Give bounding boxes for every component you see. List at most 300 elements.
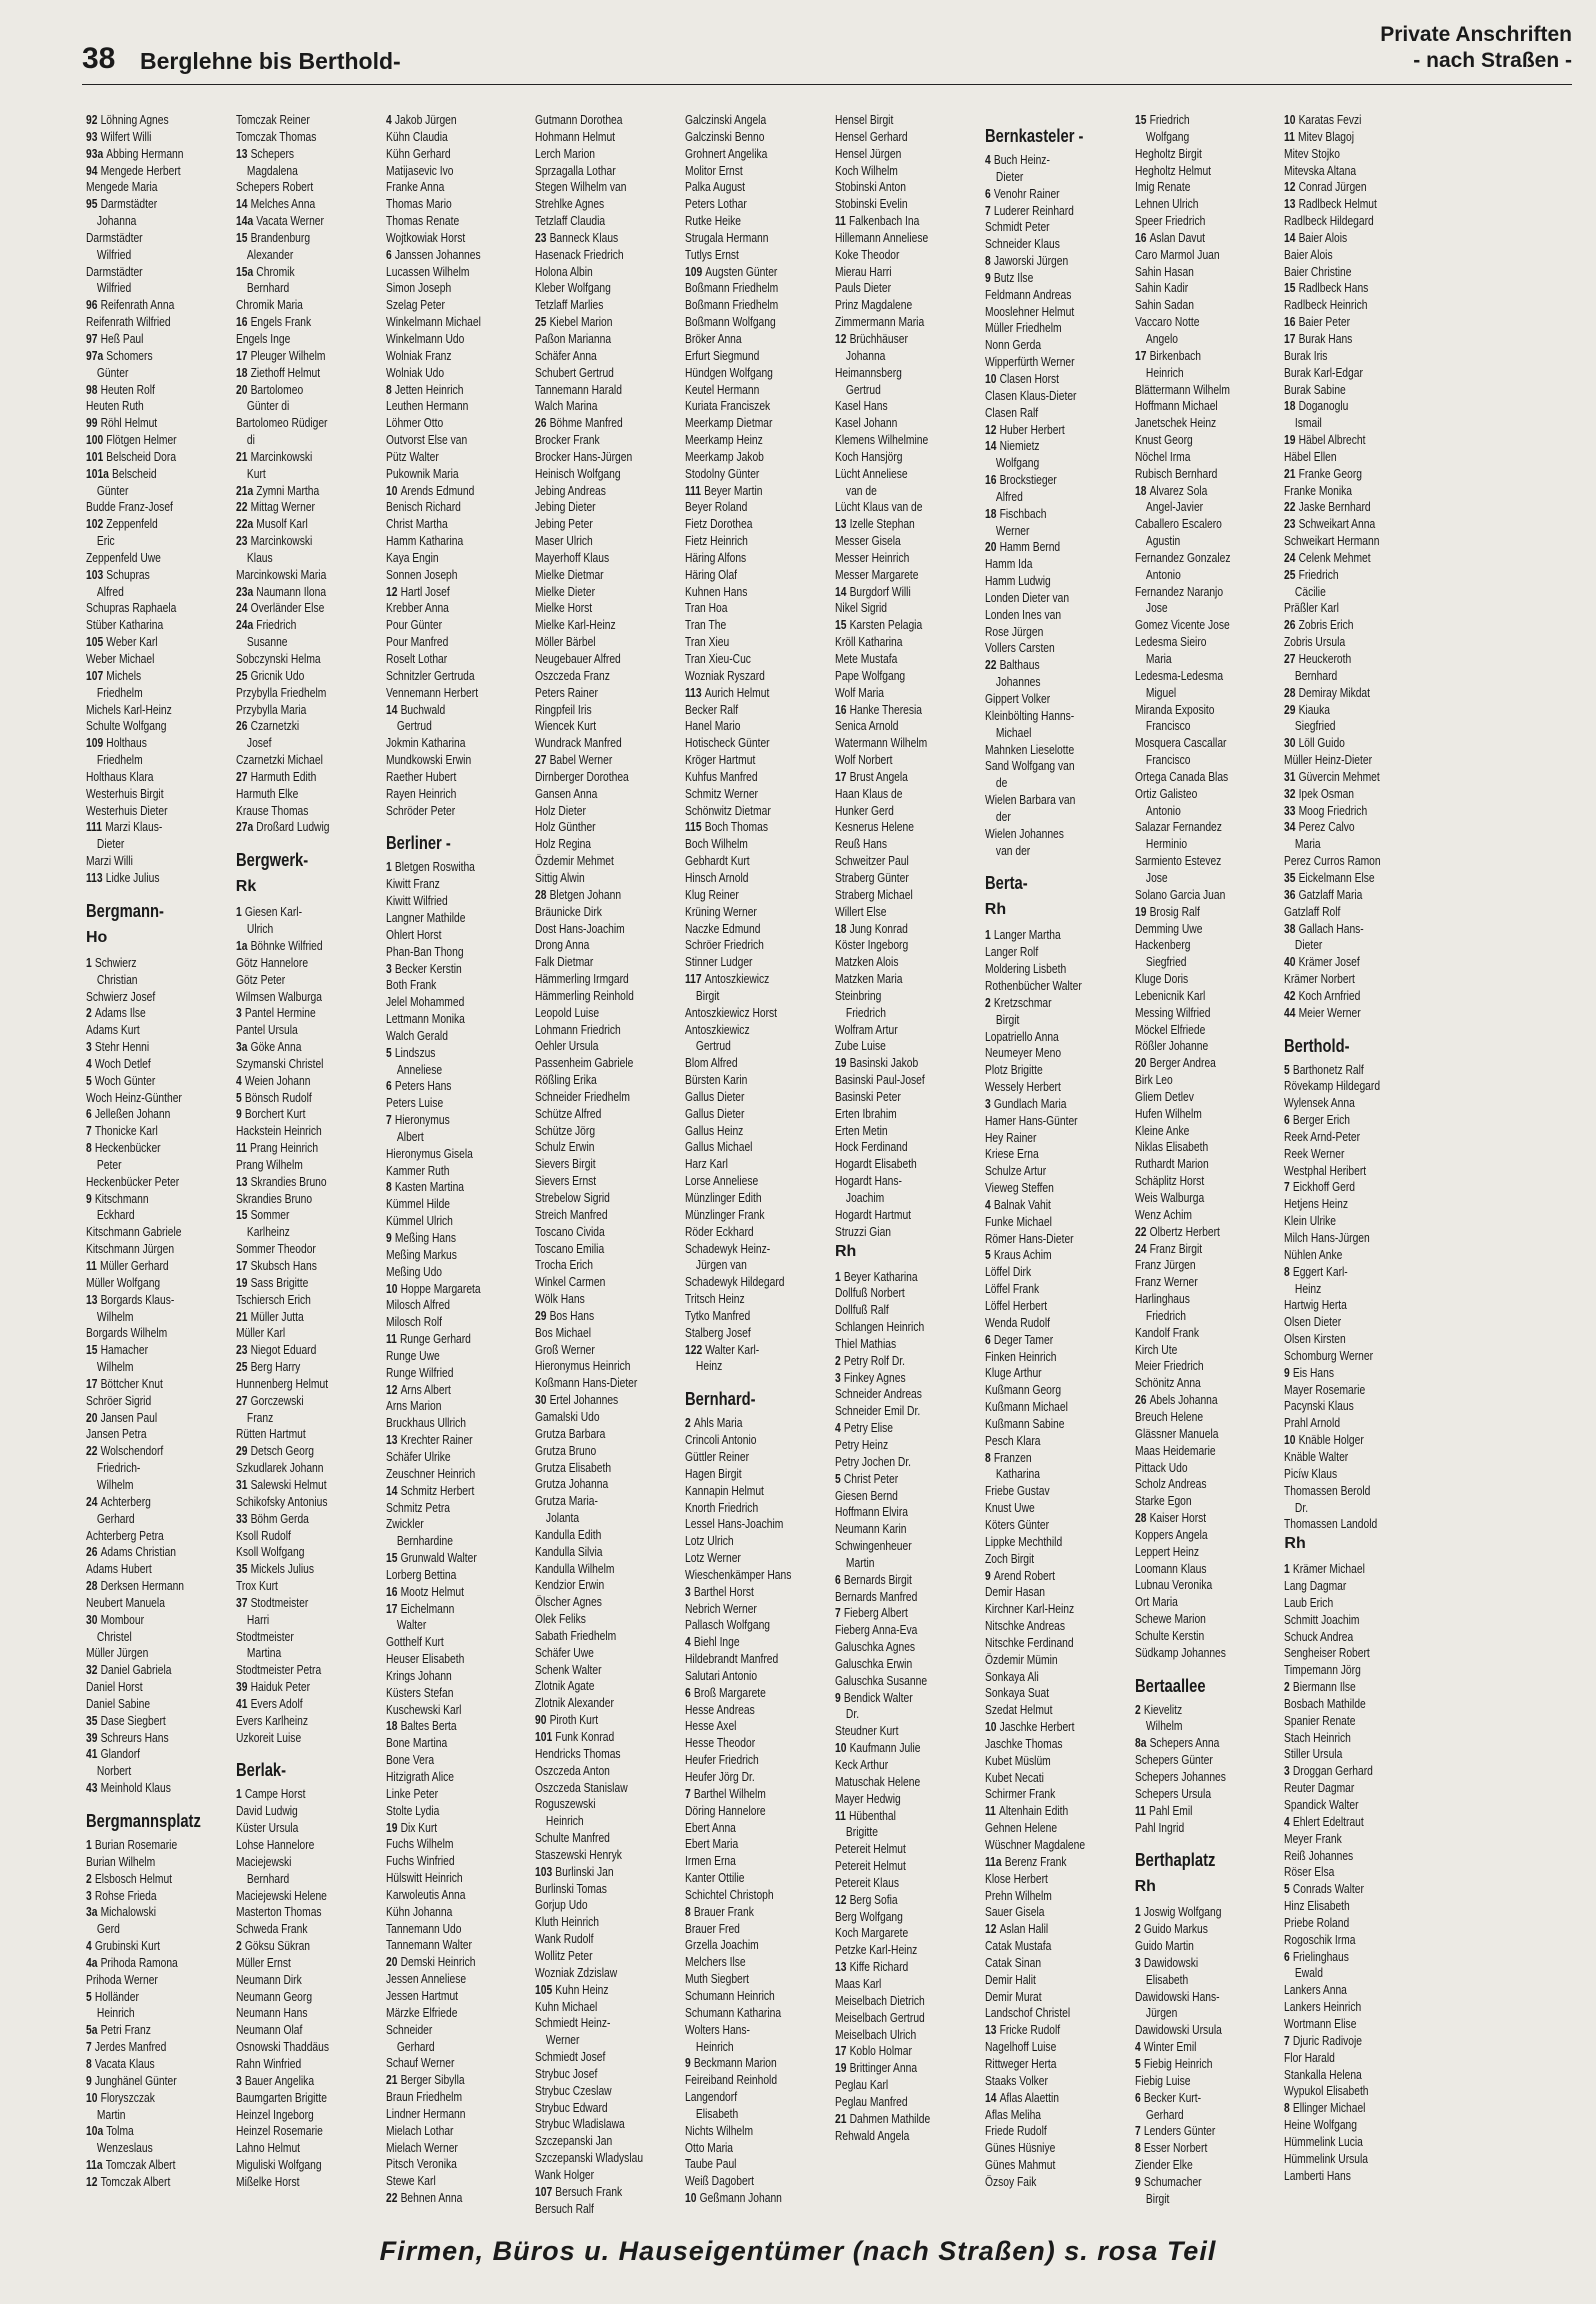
directory-entry bbox=[685, 634, 827, 651]
resident-name: Peters Rainer bbox=[535, 684, 599, 700]
directory-entry bbox=[1284, 1247, 1426, 1264]
directory-entry bbox=[685, 213, 827, 230]
directory-entry bbox=[1284, 988, 1426, 1005]
directory-entry bbox=[86, 499, 228, 516]
resident-name: Franz Birgit bbox=[1149, 1240, 1202, 1256]
resident-name: Kirch Ute bbox=[1134, 1341, 1177, 1357]
resident-name: Kuhnen Hans bbox=[685, 583, 748, 599]
resident-name: Schumann Katharina bbox=[685, 2004, 782, 2020]
house-number: 5 bbox=[1284, 1881, 1291, 1897]
resident-name: Hackstein Heinrich bbox=[235, 1123, 322, 1139]
house-number: 22 bbox=[1284, 499, 1296, 515]
house-number: 35 bbox=[86, 1712, 98, 1728]
directory-entry bbox=[685, 483, 827, 500]
directory-entry bbox=[835, 1072, 977, 1089]
resident-name: Laub Erich bbox=[1284, 1594, 1334, 1610]
resident-name: Antonio bbox=[1145, 802, 1181, 818]
directory-entry bbox=[86, 1258, 228, 1275]
entry-continuation bbox=[1135, 803, 1277, 820]
directory-entry bbox=[685, 499, 827, 516]
directory-entry bbox=[535, 213, 677, 230]
house-number: 105 bbox=[86, 634, 104, 650]
house-number: 10 bbox=[86, 2089, 98, 2105]
entry-continuation bbox=[835, 1190, 977, 1207]
directory-entry bbox=[535, 1005, 677, 1022]
directory-entry bbox=[386, 1668, 528, 1685]
resident-name: Franzen bbox=[993, 1449, 1032, 1465]
resident-name: Biermann Ilse bbox=[1293, 1679, 1357, 1695]
house-number: 10 bbox=[984, 1719, 997, 1735]
house-number: 10 bbox=[385, 482, 398, 498]
street-heading: Berliner - bbox=[385, 833, 451, 854]
resident-name: Hanke Theresia bbox=[849, 701, 922, 717]
resident-name: Galczinski Angela bbox=[685, 112, 767, 127]
directory-entry bbox=[236, 1938, 378, 1955]
house-number: 9 bbox=[1284, 1364, 1291, 1380]
street-heading: Berthold- bbox=[1284, 1035, 1350, 1056]
resident-name: Ortega Canada Blas bbox=[1134, 768, 1228, 784]
entry-continuation bbox=[835, 382, 977, 399]
resident-name: Deger Tamer bbox=[993, 1331, 1053, 1347]
directory-entry bbox=[236, 1022, 378, 1039]
directory-entry bbox=[386, 1836, 528, 1853]
resident-name: Knorth Friedrich bbox=[685, 1499, 759, 1515]
resident-name: Skrandies Bruno bbox=[250, 1173, 327, 1189]
directory-entry bbox=[1135, 769, 1277, 786]
resident-name: Fuchs Wilhelm bbox=[385, 1836, 454, 1852]
directory-entry bbox=[685, 550, 827, 567]
resident-name: Tutlys Ernst bbox=[685, 246, 740, 262]
resident-name: Schuck Andrea bbox=[1284, 1628, 1354, 1644]
entry-continuation bbox=[685, 988, 827, 1005]
resident-name: Marzi Klaus- bbox=[105, 819, 163, 835]
resident-name: Strybuc Josef bbox=[535, 2065, 598, 2081]
resident-name: Neumann Olaf bbox=[235, 2022, 303, 2038]
directory-entry bbox=[835, 2128, 977, 2145]
resident-name: Trocha Erich bbox=[535, 1257, 594, 1273]
directory-entry bbox=[386, 668, 528, 685]
directory-entry bbox=[535, 432, 677, 449]
resident-name: Kuhn Heinz bbox=[555, 1981, 609, 1997]
resident-name: Schulz Erwin bbox=[535, 1139, 595, 1155]
resident-name: Koßmann Hans-Dieter bbox=[535, 1375, 638, 1391]
directory-entry bbox=[535, 1594, 677, 1611]
directory-entry bbox=[535, 836, 677, 853]
resident-name: Kandulla Silvia bbox=[535, 1543, 603, 1559]
directory-entry bbox=[236, 1426, 378, 1443]
resident-name: Harz Karl bbox=[685, 1156, 729, 1172]
directory-entry bbox=[535, 297, 677, 314]
resident-name: Hasenack Friedrich bbox=[535, 246, 625, 262]
directory-entry bbox=[1284, 1112, 1426, 1129]
resident-name: Gallus Dieter bbox=[685, 1088, 745, 1104]
house-number: 4 bbox=[385, 112, 392, 127]
resident-name: Sauer Gisela bbox=[984, 1904, 1045, 1920]
directory-entry bbox=[1135, 1938, 1277, 1955]
resident-name: Rothenbücher Walter bbox=[984, 977, 1082, 993]
resident-name: Molitor Ernst bbox=[685, 162, 743, 178]
directory-entry bbox=[985, 657, 1127, 674]
resident-name: Rittweger Herta bbox=[984, 2055, 1057, 2071]
resident-name: Arends Edmund bbox=[400, 482, 474, 498]
directory-entry bbox=[1284, 516, 1426, 533]
resident-name: Tran Xieu-Cuc bbox=[685, 651, 752, 666]
entry-continuation bbox=[86, 280, 228, 297]
directory-entry bbox=[386, 1011, 528, 1028]
entry-continuation bbox=[86, 1629, 228, 1646]
resident-name: Müller Wolfgang bbox=[86, 1274, 161, 1290]
directory-entry bbox=[1284, 1898, 1426, 1915]
resident-name: Szkudlarek Johann bbox=[235, 1460, 324, 1476]
resident-name: Heine Wolfgang bbox=[1284, 2117, 1358, 2133]
resident-name: Jaschke Thomas bbox=[984, 1735, 1063, 1751]
directory-entry bbox=[1284, 1213, 1426, 1230]
resident-name: Lotz Ulrich bbox=[685, 1533, 734, 1549]
directory-entry bbox=[985, 1163, 1127, 1180]
directory-entry bbox=[535, 1207, 677, 1224]
resident-name: Petry Heinz bbox=[835, 1436, 889, 1452]
directory-entry bbox=[685, 280, 827, 297]
directory-entry bbox=[535, 1308, 677, 1325]
resident-name: Straberg Günter bbox=[835, 869, 909, 885]
resident-name: Karsten Pelagia bbox=[849, 617, 923, 633]
resident-name: Werner bbox=[995, 522, 1030, 538]
directory-entry bbox=[985, 978, 1127, 995]
entry-continuation bbox=[236, 432, 378, 449]
resident-name: Lankers Heinrich bbox=[1284, 1999, 1362, 2015]
entry-continuation bbox=[236, 280, 378, 297]
directory-entry bbox=[985, 2123, 1127, 2140]
resident-name: Winkelmann Udo bbox=[385, 330, 464, 346]
resident-name: Schweikart Hermann bbox=[1284, 533, 1380, 549]
directory-entry bbox=[1135, 2090, 1277, 2107]
directory-entry bbox=[86, 1561, 228, 1578]
resident-name: Pantel Ursula bbox=[235, 1022, 298, 1038]
entry-continuation bbox=[1284, 718, 1426, 735]
directory-entry bbox=[835, 1622, 977, 1639]
house-number: 5a bbox=[86, 2022, 98, 2038]
directory-entry bbox=[386, 1853, 528, 1870]
resident-name: Fuchs Winfried bbox=[385, 1853, 455, 1869]
district-code: Rh bbox=[835, 1242, 857, 1260]
directory-entry bbox=[985, 1029, 1127, 1046]
resident-name: Kasel Johann bbox=[835, 415, 898, 431]
directory-entry bbox=[985, 826, 1127, 843]
house-number: 18 bbox=[984, 505, 997, 521]
resident-name: Katharina bbox=[995, 1466, 1040, 1482]
resident-name: Schepers Johannes bbox=[1134, 1769, 1226, 1784]
resident-name: Friedrich bbox=[845, 1004, 886, 1020]
directory-entry bbox=[685, 348, 827, 365]
resident-name: Fieberg Anna-Eva bbox=[835, 1622, 918, 1638]
directory-entry bbox=[535, 1628, 677, 1645]
resident-name: Thomas Renate bbox=[385, 213, 459, 229]
resident-name: Meßing Hans bbox=[394, 1230, 456, 1245]
resident-name: Löll Guido bbox=[1298, 735, 1346, 751]
directory-entry bbox=[685, 415, 827, 432]
entry-continuation bbox=[985, 725, 1127, 742]
entry-continuation bbox=[685, 1358, 827, 1375]
directory-entry bbox=[985, 1231, 1127, 1248]
resident-name: Finken Heinrich bbox=[984, 1348, 1057, 1364]
resident-name: Schweitzer Paul bbox=[835, 853, 909, 869]
directory-entry bbox=[835, 1942, 977, 1959]
resident-name: Kendzior Erwin bbox=[535, 1577, 605, 1593]
directory-entry bbox=[386, 213, 528, 230]
resident-name: Baier Peter bbox=[1298, 314, 1351, 330]
resident-name: Alfred bbox=[995, 488, 1023, 504]
directory-entry bbox=[535, 1965, 677, 1982]
directory-entry bbox=[86, 1972, 228, 1989]
directory-entry bbox=[535, 146, 677, 163]
directory-entry bbox=[685, 449, 827, 466]
resident-name: Mickels Julius bbox=[250, 1561, 314, 1577]
resident-name: Caro Marmol Juan bbox=[1134, 246, 1220, 262]
directory-entry bbox=[1135, 1594, 1277, 1611]
resident-name: Pütz Walter bbox=[385, 448, 439, 464]
resident-name: Kiwitt Wilfried bbox=[385, 893, 448, 909]
directory-entry bbox=[1135, 1955, 1277, 1972]
resident-name: Baier Alois bbox=[1284, 246, 1333, 262]
resident-name: Karatas Fevzi bbox=[1298, 112, 1362, 127]
resident-name: Götz Hannelore bbox=[235, 954, 308, 970]
resident-name: Bletgen Roswitha bbox=[394, 859, 475, 875]
resident-name: Darmstädter bbox=[86, 229, 143, 245]
directory-entry bbox=[236, 1292, 378, 1309]
directory-entry bbox=[685, 1769, 827, 1786]
resident-name: Beyer Martin bbox=[704, 482, 763, 498]
resident-name: Weis Walburga bbox=[1134, 1190, 1204, 1205]
resident-name: Lubnau Veronika bbox=[1134, 1577, 1212, 1593]
resident-name: Rose Jürgen bbox=[984, 623, 1044, 639]
resident-name: Burian Rosemarie bbox=[94, 1837, 178, 1852]
entry-continuation bbox=[386, 1617, 528, 1634]
directory-entry bbox=[236, 1106, 378, 1123]
directory-entry bbox=[86, 870, 228, 887]
house-number: 19 bbox=[835, 1055, 847, 1071]
house-number: 31 bbox=[235, 1476, 248, 1492]
resident-name: Mitev Blagoj bbox=[1298, 128, 1355, 144]
resident-name: Zlotnik Agate bbox=[535, 1678, 595, 1694]
directory-entry bbox=[685, 921, 827, 938]
resident-name: Birk Leo bbox=[1134, 1072, 1173, 1088]
resident-name: Franz bbox=[246, 1409, 274, 1425]
directory-entry bbox=[535, 937, 677, 954]
house-number: 17 bbox=[385, 1600, 398, 1616]
directory-entry bbox=[86, 1578, 228, 1595]
resident-name: Kitschmann bbox=[94, 1190, 149, 1206]
resident-name: Grutza Johanna bbox=[535, 1476, 609, 1492]
resident-name: Hartl Josef bbox=[400, 583, 450, 599]
directory-entry bbox=[985, 944, 1127, 961]
directory-entry bbox=[1284, 365, 1426, 382]
house-number: 13 bbox=[235, 1173, 248, 1189]
resident-name: Hogardt Hans- bbox=[835, 1173, 902, 1189]
resident-name: Wilhelm bbox=[96, 1308, 134, 1324]
resident-name: Musolf Karl bbox=[256, 516, 308, 532]
resident-name: Masterton Thomas bbox=[235, 1904, 322, 1920]
directory-entry bbox=[1284, 1432, 1426, 1449]
directory-entry bbox=[985, 792, 1127, 809]
directory-entry bbox=[985, 2039, 1127, 2056]
directory-entry bbox=[535, 853, 677, 870]
directory-entry bbox=[685, 264, 827, 281]
house-number: 26 bbox=[535, 415, 547, 431]
resident-name: Wollitz Peter bbox=[535, 1947, 593, 1963]
resident-name: Thiel Mathias bbox=[835, 1335, 897, 1351]
entry-continuation bbox=[386, 1129, 528, 1146]
house-number: 5 bbox=[385, 1044, 392, 1060]
house-number: 15 bbox=[385, 1550, 398, 1566]
resident-name: Schomers bbox=[106, 347, 153, 363]
directory-entry bbox=[1135, 1190, 1277, 1207]
directory-entry bbox=[1284, 331, 1426, 348]
resident-name: Banneck Klaus bbox=[549, 229, 619, 245]
directory-entry bbox=[86, 1955, 228, 1972]
directory-entry bbox=[386, 280, 528, 297]
house-number: 10 bbox=[685, 2190, 697, 2206]
directory-entry bbox=[535, 2150, 677, 2167]
directory-entry bbox=[685, 617, 827, 634]
resident-name: Groß Werner bbox=[535, 1341, 596, 1357]
house-number: 3a bbox=[235, 1039, 248, 1055]
resident-name: der bbox=[995, 808, 1011, 824]
directory-entry bbox=[236, 769, 378, 786]
resident-name: Erten Metin bbox=[835, 1122, 888, 1138]
directory-entry bbox=[1284, 1331, 1426, 1348]
directory-entry bbox=[685, 1055, 827, 1072]
directory-entry bbox=[386, 1483, 528, 1500]
resident-name: Koblo Holmar bbox=[849, 2043, 912, 2059]
resident-name: Götz Peter bbox=[235, 971, 285, 987]
resident-name: Becker Ralf bbox=[685, 701, 739, 717]
directory-entry bbox=[386, 1954, 528, 1971]
directory-entry bbox=[985, 1517, 1127, 1534]
directory-entry bbox=[835, 365, 977, 382]
house-number: 26 bbox=[1284, 617, 1296, 633]
resident-name: Tannemann Harald bbox=[535, 381, 623, 397]
resident-name: Thomassen Landold bbox=[1284, 1516, 1378, 1532]
directory-entry bbox=[236, 2123, 378, 2140]
directory-entry bbox=[86, 668, 228, 685]
directory-entry bbox=[535, 129, 677, 146]
entry-continuation bbox=[86, 247, 228, 264]
resident-name: Hegholtz Birgit bbox=[1134, 145, 1202, 161]
entry-continuation bbox=[1135, 567, 1277, 584]
resident-name: Krämer Josef bbox=[1298, 954, 1361, 970]
entry-continuation bbox=[86, 685, 228, 702]
resident-name: Mundkowski Erwin bbox=[385, 752, 471, 768]
resident-name: Schäfer Anna bbox=[535, 347, 598, 363]
directory-entry bbox=[835, 179, 977, 196]
resident-name: Barthel Horst bbox=[694, 1583, 755, 1599]
directory-entry bbox=[535, 617, 677, 634]
resident-name: Strybuc Edward bbox=[535, 2099, 609, 2115]
house-number: 12 bbox=[385, 583, 398, 599]
directory-entry bbox=[685, 1173, 827, 1190]
directory-entry bbox=[1284, 1864, 1426, 1881]
header-right bbox=[1380, 22, 1572, 74]
resident-name: Francisco bbox=[1145, 718, 1191, 734]
resident-name: Susanne bbox=[246, 634, 288, 650]
directory-entry bbox=[386, 1163, 528, 1180]
resident-name: Gatzlaff Maria bbox=[1298, 886, 1363, 902]
directory-entry bbox=[386, 961, 528, 978]
resident-name: Münzlinger Frank bbox=[685, 1206, 765, 1222]
resident-name: Adams Hubert bbox=[86, 1561, 152, 1577]
directory-entry bbox=[835, 1909, 977, 1926]
house-number: 103 bbox=[86, 566, 104, 582]
directory-entry bbox=[236, 129, 378, 146]
directory-entry bbox=[835, 297, 977, 314]
house-number: 7 bbox=[835, 1605, 841, 1621]
house-number: 117 bbox=[685, 971, 702, 987]
resident-name: Boßmann Wolfgang bbox=[685, 314, 776, 330]
house-number: 24 bbox=[1284, 549, 1296, 565]
resident-name: Hensel Gerhard bbox=[835, 128, 908, 144]
resident-name: Johannes bbox=[995, 674, 1041, 690]
resident-name: Spanier Renate bbox=[1284, 1712, 1356, 1728]
resident-name: Dase Siegbert bbox=[100, 1712, 166, 1728]
house-number: 24 bbox=[1134, 1240, 1147, 1256]
directory-entry bbox=[1135, 1038, 1277, 1055]
house-number: 11a bbox=[984, 1853, 1002, 1869]
house-number: 107 bbox=[535, 2183, 553, 2199]
directory-entry bbox=[535, 1830, 677, 1847]
directory-entry bbox=[1135, 1375, 1277, 1392]
resident-name: Ulrich bbox=[246, 921, 274, 937]
resident-name: Bröker Anna bbox=[685, 330, 742, 346]
resident-name: Kubet Necati bbox=[984, 1769, 1044, 1785]
resident-name: Wüschner Magdalene bbox=[984, 1837, 1085, 1852]
house-number: 15a bbox=[235, 263, 253, 279]
resident-name: Haiduk Peter bbox=[250, 1679, 310, 1695]
directory-entry bbox=[985, 1180, 1127, 1197]
directory-entry bbox=[835, 786, 977, 803]
house-number: 5 bbox=[86, 1988, 92, 2004]
resident-name: Wilfert Willi bbox=[100, 128, 152, 144]
resident-name: Wortmann Elise bbox=[1284, 2015, 1357, 2031]
resident-name: Weiß Dagobert bbox=[685, 2173, 755, 2189]
directory-entry bbox=[86, 112, 228, 129]
directory-entry bbox=[835, 887, 977, 904]
resident-name: Bernhardine bbox=[396, 1533, 453, 1549]
directory-entry bbox=[1284, 1949, 1426, 1966]
directory-entry bbox=[685, 786, 827, 803]
resident-name: Perez Calvo bbox=[1298, 819, 1355, 835]
resident-name: Schäplitz Horst bbox=[1134, 1173, 1204, 1189]
resident-name: Blom Alfred bbox=[685, 1055, 738, 1071]
resident-name: Altenhain Edith bbox=[998, 1803, 1069, 1819]
directory-entry bbox=[86, 348, 228, 365]
directory-entry bbox=[685, 1291, 827, 1308]
resident-name: Crincoli Antonio bbox=[685, 1432, 757, 1448]
directory-entry bbox=[386, 1971, 528, 1988]
directory-entry bbox=[835, 617, 977, 634]
street-heading: Bertaallee bbox=[1134, 1675, 1206, 1696]
directory-entry bbox=[1284, 1179, 1426, 1196]
resident-name: Berg Sofia bbox=[849, 1891, 898, 1907]
resident-name: Struzzi Gian bbox=[835, 1223, 892, 1239]
house-number: 15 bbox=[235, 229, 248, 245]
directory-entry bbox=[685, 803, 827, 820]
directory-entry bbox=[386, 247, 528, 264]
resident-name: Zimmermann Maria bbox=[835, 314, 925, 330]
resident-name: Boch Wilhelm bbox=[685, 836, 749, 852]
resident-name: Bauer Angelika bbox=[244, 2072, 314, 2088]
directory-entry bbox=[386, 230, 528, 247]
resident-name: Breuch Helene bbox=[1134, 1408, 1203, 1424]
